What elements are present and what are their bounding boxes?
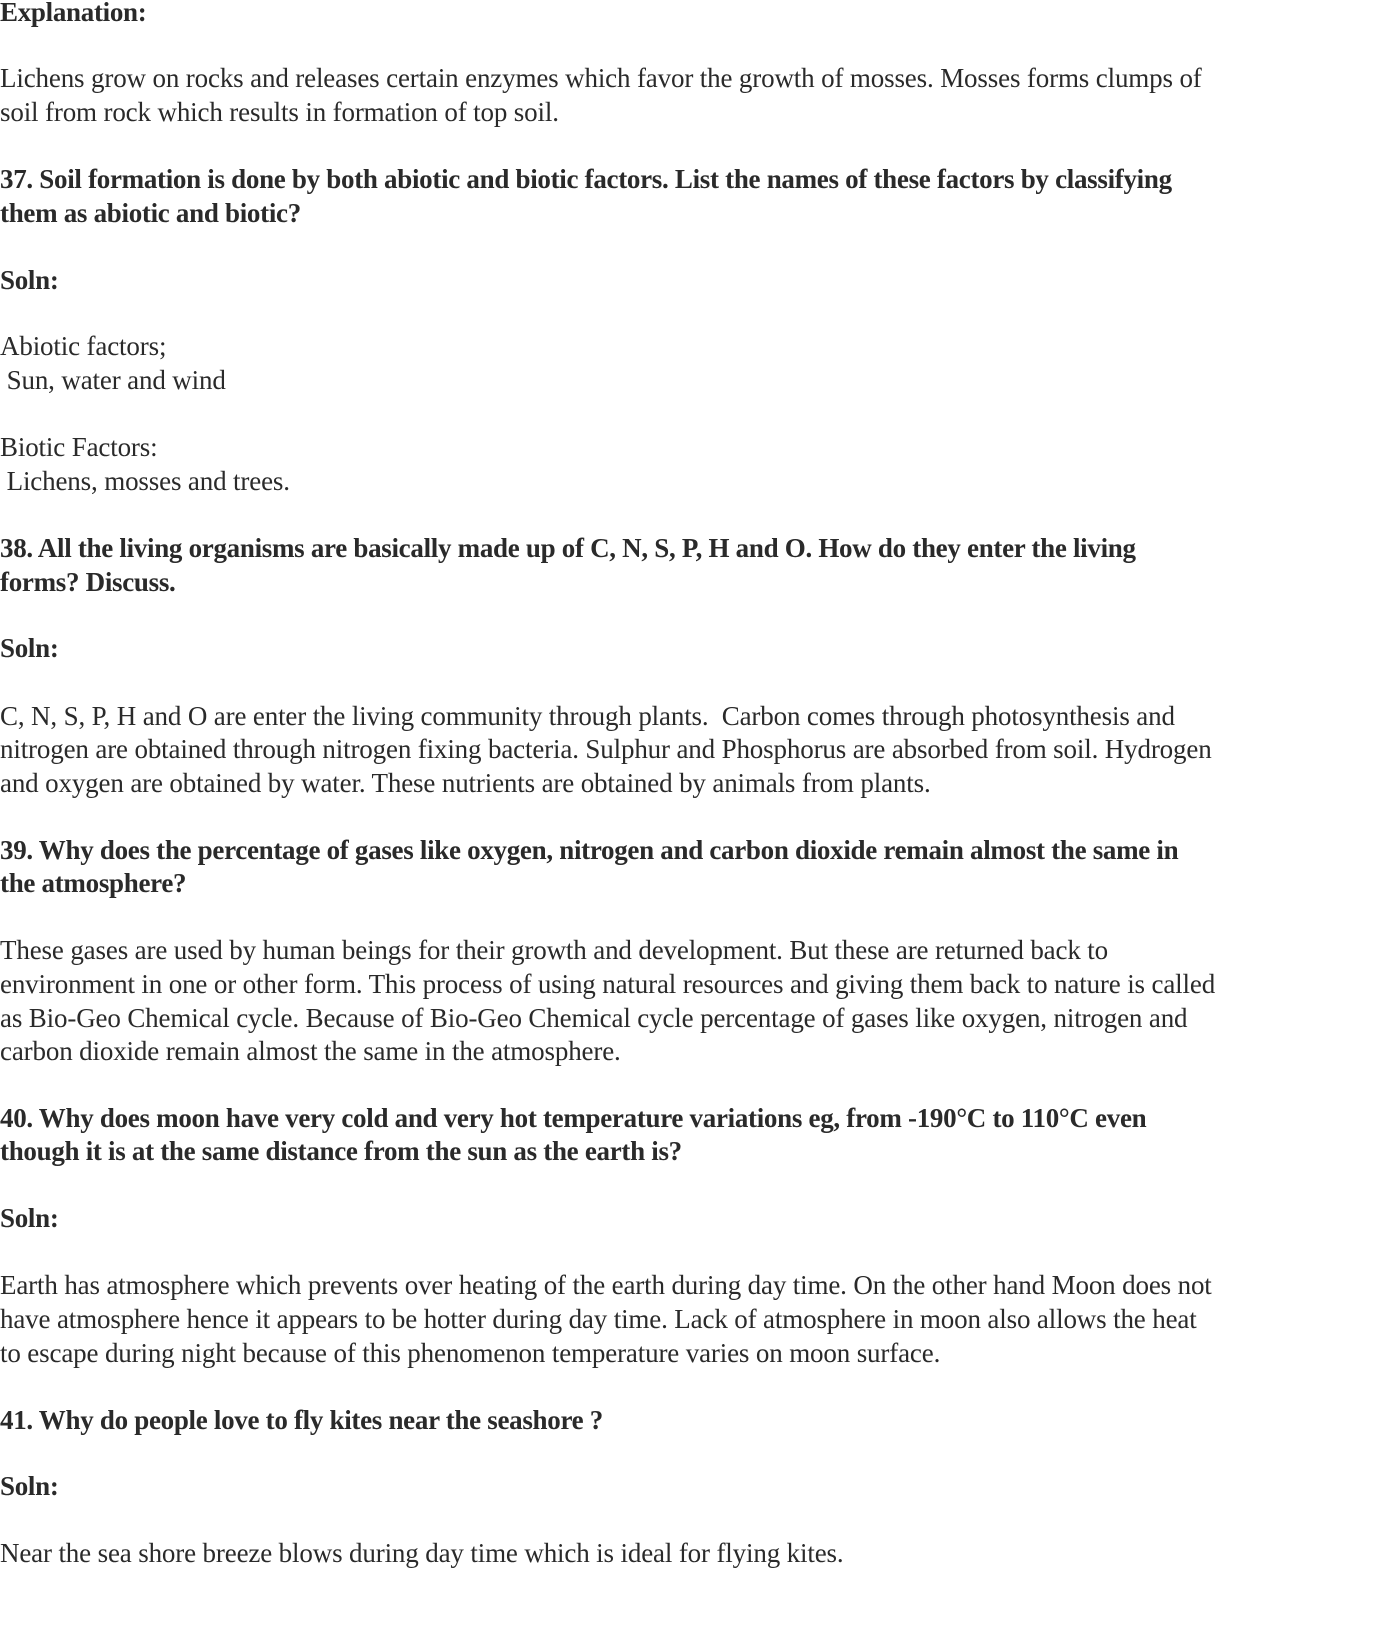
answer-37-line: Sun, water and wind	[0, 365, 226, 395]
question-37-text: 37. Soil formation is done by both abiotic and biotic factors. List the names of these factors by classifying	[0, 164, 1172, 194]
answer-38-line: and oxygen are obtained by water. These nutrients are obtained by animals from plants.	[0, 768, 931, 798]
question-39-text: the atmosphere?	[0, 868, 187, 898]
solution-label: Soln:	[0, 1471, 59, 1501]
answer-40-line: Earth has atmosphere which prevents over heating of the earth during day time. On the other hand Moon does not	[0, 1270, 1212, 1300]
answer-39-line: These gases are used by human beings for their growth and development. But these are returned back to	[0, 935, 1108, 965]
answer-37-line: Abiotic factors;	[0, 331, 167, 361]
answer-39-line: carbon dioxide remain almost the same in the atmosphere.	[0, 1036, 621, 1066]
answer-37-line: Lichens, mosses and trees.	[0, 466, 290, 496]
answer-38-line: C, N, S, P, H and O are enter the living community through plants. Carbon comes through photosynthesis and	[0, 701, 1175, 731]
answer-39-line: environment in one or other form. This process of using natural resources and giving them back to nature is called	[0, 969, 1216, 999]
answer-41-line: Near the sea shore breeze blows during day time which is ideal for flying kites.	[0, 1538, 844, 1568]
explanation-line: soil from rock which results in formation of top soil.	[0, 97, 559, 127]
question-40-text: 40. Why does moon have very cold and very hot temperature variations eg, from -190°C to 110°C even	[0, 1103, 1147, 1133]
answer-40-line: to escape during night because of this phenomenon temperature varies on moon surface.	[0, 1338, 941, 1368]
answer-39-line: as Bio-Geo Chemical cycle. Because of Bio-Geo Chemical cycle percentage of gases like oxygen, nitrogen and	[0, 1003, 1188, 1033]
explanation-line: Lichens grow on rocks and releases certain enzymes which favor the growth of mosses. Mosses forms clumps of	[0, 63, 1202, 93]
question-37-text: them as abiotic and biotic?	[0, 198, 301, 228]
answer-40-line: have atmosphere hence it appears to be hotter during day time. Lack of atmosphere in moon also allows the heat	[0, 1304, 1197, 1334]
solution-label: Soln:	[0, 633, 59, 663]
solution-label: Soln:	[0, 265, 59, 295]
answer-38-line: nitrogen are obtained through nitrogen fixing bacteria. Sulphur and Phosphorus are absorbed from soil. Hydrogen	[0, 734, 1212, 764]
question-38-text: forms? Discuss.	[0, 567, 176, 597]
solution-label: Soln:	[0, 1203, 59, 1233]
question-39-text: 39. Why does the percentage of gases like oxygen, nitrogen and carbon dioxide remain almost the same in	[0, 835, 1179, 865]
question-41-text: 41. Why do people love to fly kites near the seashore ?	[0, 1405, 603, 1435]
question-40-text: though it is at the same distance from the sun as the earth is?	[0, 1136, 682, 1166]
answer-37-line: Biotic Factors:	[0, 432, 158, 462]
question-38-text: 38. All the living organisms are basically made up of C, N, S, P, H and O. How do they enter the living	[0, 533, 1136, 563]
explanation-heading: Explanation:	[0, 0, 147, 27]
